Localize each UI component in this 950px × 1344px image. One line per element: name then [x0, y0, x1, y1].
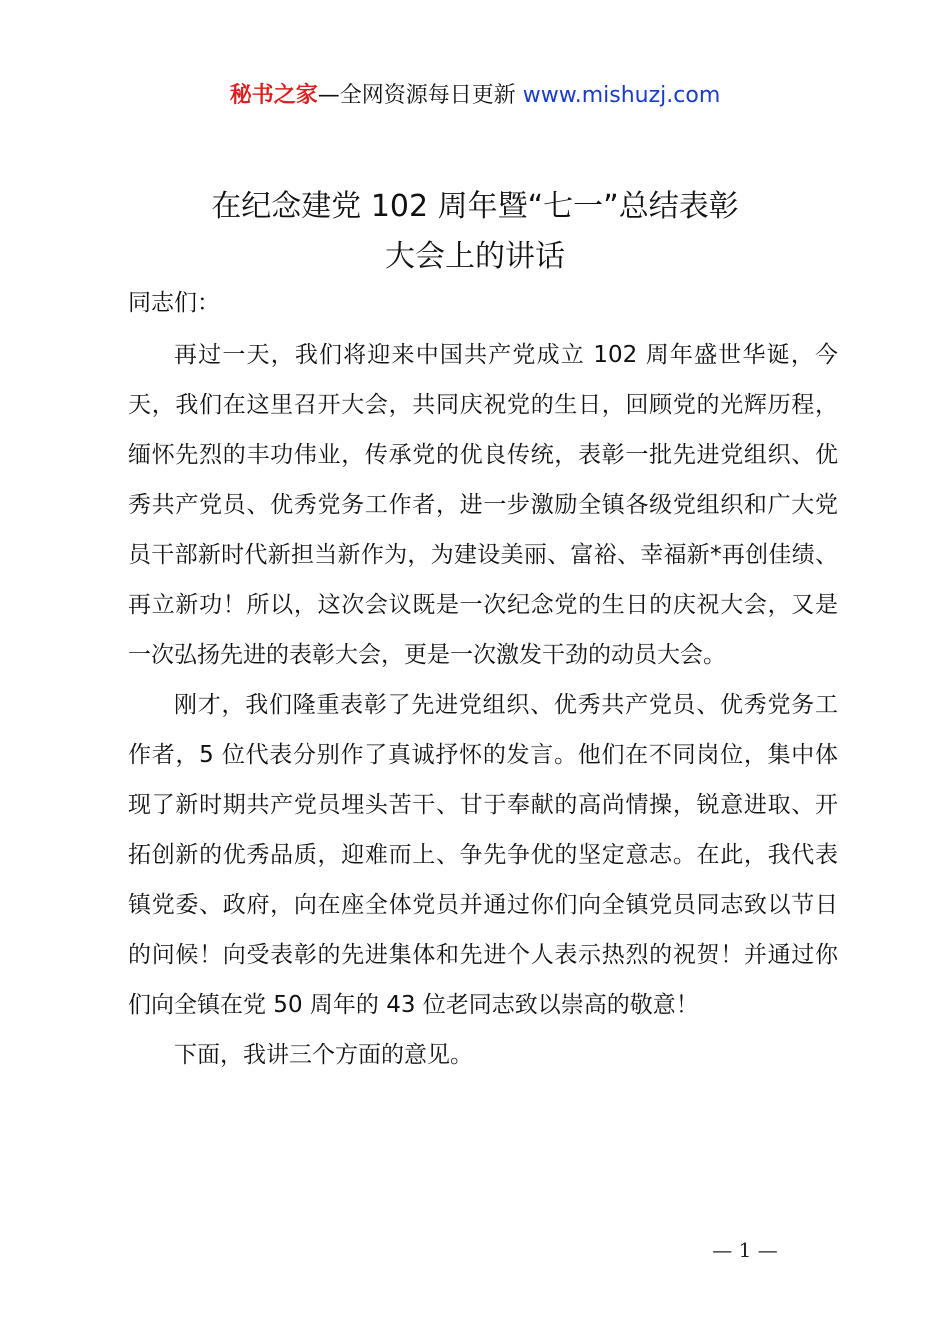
document-title-line-2: 大会上的讲话: [385, 239, 565, 274]
paragraph-2: 刚才，我们隆重表彰了先进党组织、优秀共产党员、优秀党务工作者，5 位代表分别作了真诚抒怀的发言。他们在不同岗位，集中体现了新时期共产党员埋头苦干、甘于奉献的高尚情操，锐意进取、开拓创新的优秀品质，迎难而上、争先争优的坚定意志。在此，我代表镇党委、政府，向在座全体党员并通过你们向全镇党员同志致以节日的问候！向受表彰的先进集体和先进个人表示热烈的祝贺！并通过你们向全镇在党 50 周年的 43 位老同志致以崇高的敬意！: [128, 692, 838, 1018]
document-title-line-1: 在纪念建党 102 周年暨“七一”总结表彰: [211, 189, 739, 224]
paragraph-3: 下面，我讲三个方面的意见。: [174, 1042, 473, 1068]
header-url-link[interactable]: www.mishuzj.com: [522, 83, 721, 108]
paragraph-1: 再过一天，我们将迎来中国共产党成立 102 周年盛世华诞，今天，我们在这里召开大会，共同庆祝党的生日，回顾党的光辉历程，缅怀先烈的丰功伟业，传承党的优良传统，表彰一批先进党组织、优秀共产党员、优秀党务工作者，进一步激励全镇各级党组织和广大党员干部新时代新担当新作为，为建设美丽、富裕、幸福新*再创佳绩、再立新功！所以，这次会议既是一次纪念党的生日的庆祝大会，又是一次弘扬先进的表彰大会，更是一次激发干劲的动员大会。: [128, 342, 838, 668]
site-header: [0, 80, 950, 112]
page-number: — 1 —: [712, 1238, 778, 1262]
header-tagline: —全网资源每日更新: [317, 83, 523, 108]
body-paragraphs: [128, 330, 838, 1080]
header-brand: 秘书之家: [229, 83, 318, 108]
greeting: 同志们：: [128, 290, 220, 316]
